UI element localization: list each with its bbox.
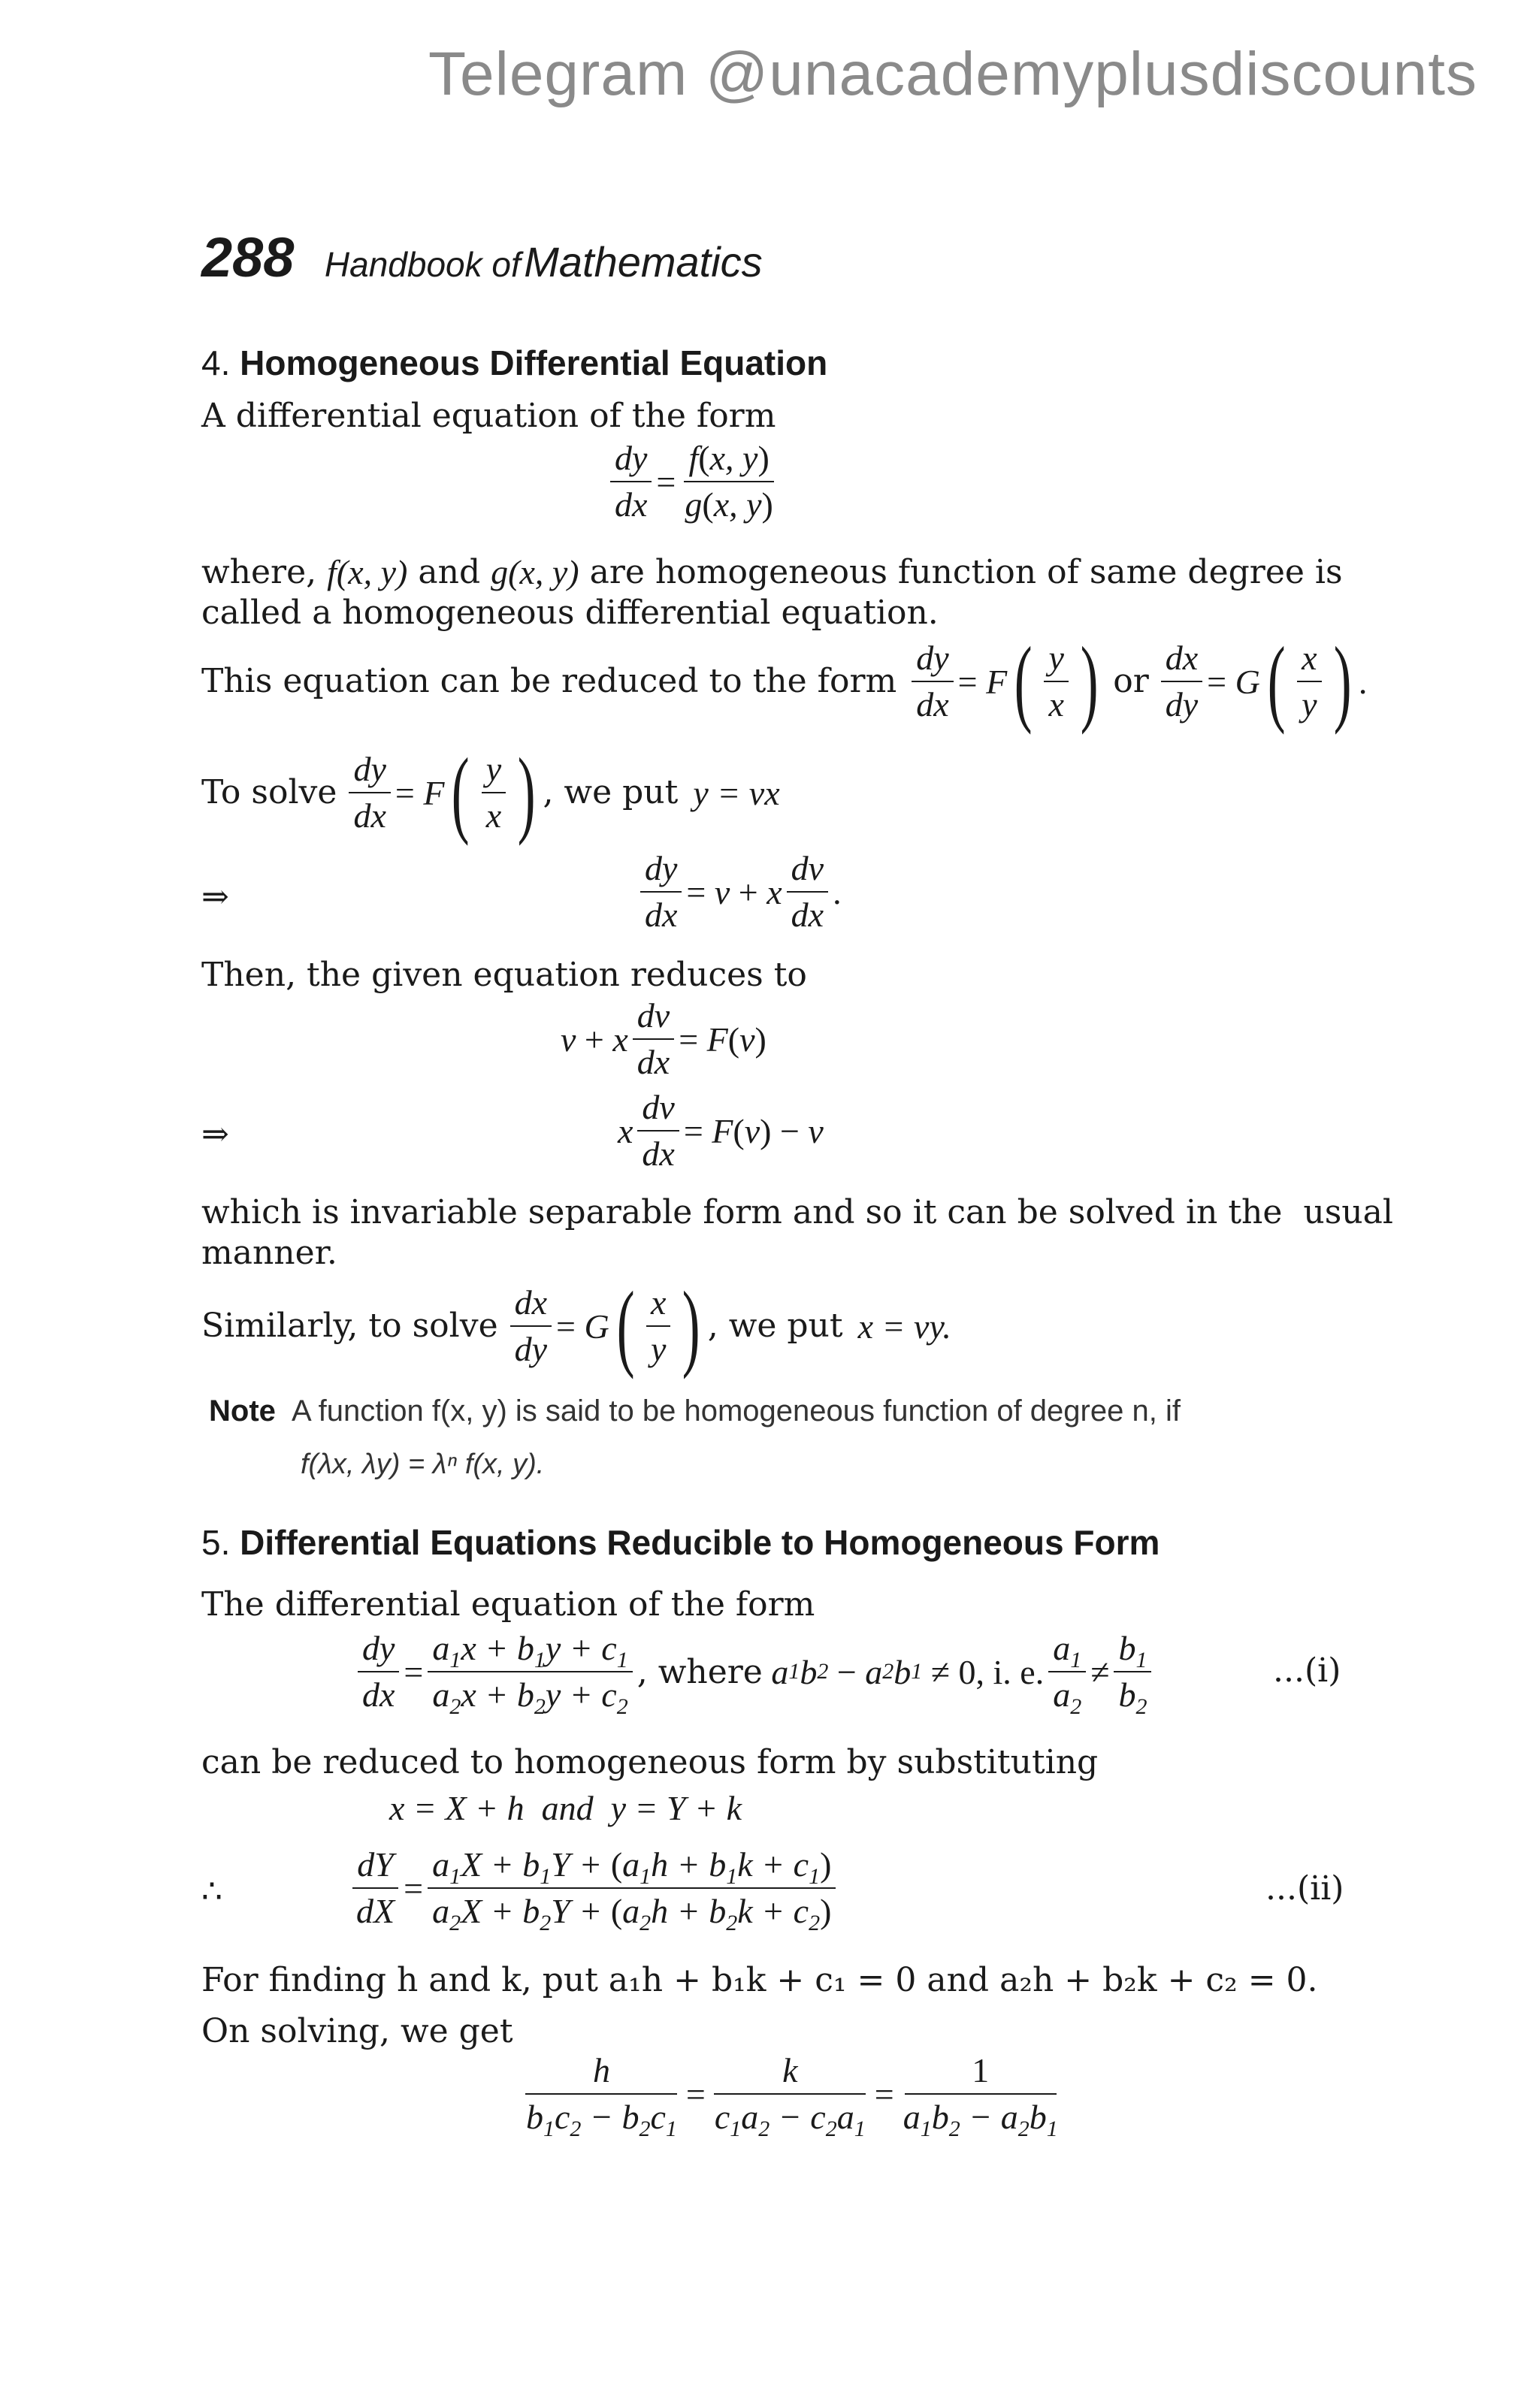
section-title: Differential Equations Reducible to Homogeneous Form	[240, 1523, 1160, 1562]
section-5-heading	[201, 1522, 1160, 1563]
section-number: 5.	[201, 1523, 231, 1562]
paragraph: On solving, we get	[201, 2012, 513, 2050]
paragraph: where, f(x, y) and g(x, y) are homogeneous function of same degree is	[201, 553, 1343, 591]
equation-i: $\frac{dy}{dx}$ = $\frac{a_1x + b_1y + c_1}{a_2x + b_2y + c_2}$ , where a 1 b 2 − a 2 b 1 ≠ 0, i. e. $\frac{a_1}{a_2}$ ≠ $\frac{b_1}{b_2}$	[353, 1629, 1156, 1715]
page-number: 288	[201, 226, 295, 289]
equation-reduced: v + x $\frac{dv}{dx}$ = F ( v )	[561, 996, 766, 1081]
book-title-main: Mathematics	[524, 238, 763, 286]
therefore-symbol: ∴	[201, 1872, 222, 1911]
implies-symbol: ⇒	[201, 1115, 229, 1153]
equation-ii: $\frac{dY}{dX}$ = $\frac{a_1X + b_1Y + (a_1h + b_1k + c_1)}{a_2X + b_2Y + (a_2h + b_2k + c_2)}$	[347, 1845, 840, 1931]
book-title-prefix: Handbook of	[324, 245, 521, 284]
paragraph: can be reduced to homogeneous form by substituting	[201, 1743, 1099, 1781]
equation-separable: x $\frac{dv}{dx}$ = F ( v ) − v	[618, 1088, 824, 1173]
note-formula: f(λx, λy) = λⁿ f(x, y).	[301, 1449, 545, 1480]
to-solve-line: To solve $\frac{dy}{dx}$ = F ( $\frac{y}{x}$ ) , we put y = vx	[201, 739, 780, 847]
paragraph: Then, the given equation reduces to	[201, 956, 807, 994]
note-text: A function f(x, y) is said to be homogeneous function of degree n, if	[292, 1394, 1181, 1428]
substitution: x = X + h and y = Y + k	[389, 1789, 742, 1827]
paragraph: The differential equation of the form	[201, 1585, 815, 1624]
section-title: Homogeneous Differential Equation	[240, 343, 828, 382]
implies-symbol: ⇒	[201, 878, 229, 916]
paragraph: which is invariable separable form and so it can be solved in the usual	[201, 1193, 1393, 1231]
note-label: Note	[209, 1394, 276, 1428]
reduce-line: This equation can be reduced to the form $\frac{dy}{dx}$ = F ( $\frac{y}{x}$ ) or $\frac{dx}{dy}$ = G ( $\frac{x}{y}$ ) .	[201, 627, 1368, 736]
section-number: 4.	[201, 343, 231, 382]
equation-solution: $\frac{h}{b_1c_2 - b_2c_1}$ = $\frac{k}{c_1a_2 - c_2a_1}$ = $\frac{1}{a_1b_2 - a_2b_1}$	[526, 2051, 1058, 2141]
page-header	[201, 225, 763, 289]
paragraph: manner.	[201, 1234, 337, 1272]
equation-substitution: $\frac{dy}{dx}$ = v + x $\frac{dv}{dx}$ .	[636, 849, 842, 935]
paragraph: For finding h and k, put a₁h + b₁k + c₁ = 0 and a₂h + b₂k + c₂ = 0.	[201, 1961, 1318, 1999]
equation-definition: $\frac{dy}{dx}$ = $\frac{f(x, y)}{g(x, y)}$	[606, 439, 782, 524]
paragraph: A differential equation of the form	[201, 397, 776, 435]
watermark: Telegram @unacademyplusdiscounts	[428, 40, 1478, 108]
paragraph: called a homogeneous differential equation.	[201, 594, 939, 632]
equation-tag: ...(ii)	[1265, 1869, 1344, 1908]
section-4-heading	[201, 343, 827, 383]
note	[209, 1394, 1181, 1428]
equation-tag: ...(i)	[1273, 1651, 1341, 1690]
similarly-line: Similarly, to solve $\frac{dx}{dy}$ = G ( $\frac{x}{y}$ ) , we put x = vy.	[201, 1272, 951, 1380]
